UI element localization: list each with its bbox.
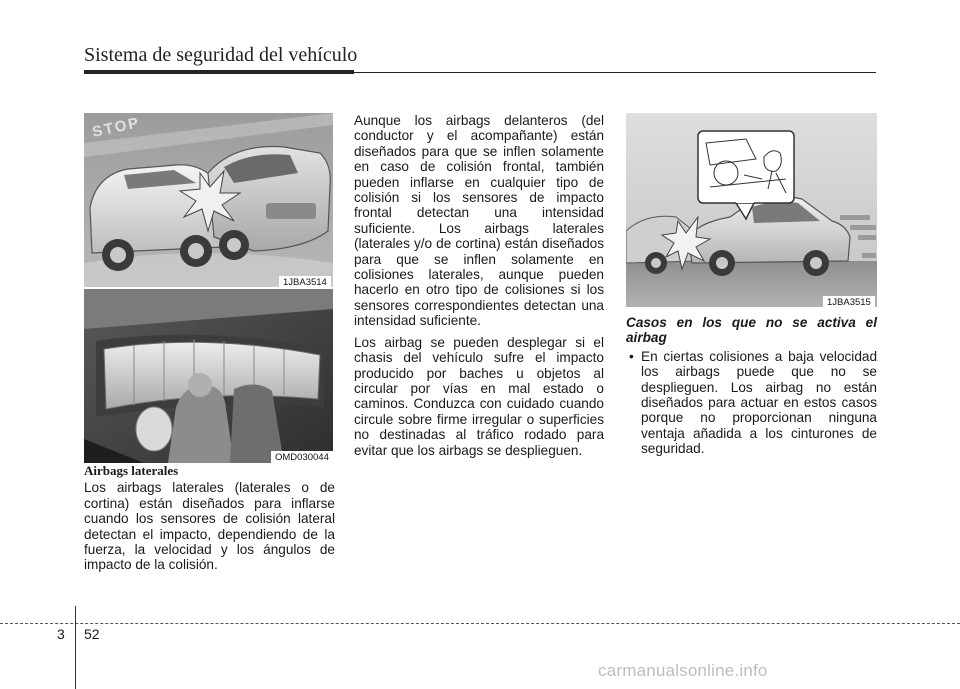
- low-speed-collision-drawing: [626, 113, 877, 307]
- image-code-3: 1JBA3515: [823, 296, 875, 309]
- low-speed-collision-illustration: [626, 113, 877, 307]
- side-airbag-paragraph: Los airbags laterales (laterales o de cortina) están diseñados para inflarse cuando los sensores de colisión lateral detectan el impacto, dependiendo de la fuerza, la velocidad y los ángulos de impacto de la colisión.: [84, 480, 335, 573]
- chapter-number: 3: [57, 626, 65, 642]
- image-code-1: 1JBA3514: [279, 276, 331, 289]
- watermark: carmanualsonline.info: [598, 661, 768, 680]
- curtain-airbag-illustration: [84, 289, 333, 463]
- bullet-text: En ciertas colisiones a baja velocidad los airbags puede que no se desplieguen. Los airbag no están diseñados para actuar en estos casos porque no proporcionan ninguna ventaja añadida a los cinturones de seguridad.: [641, 348, 877, 457]
- page-title: Sistema de seguridad del vehículo: [84, 44, 358, 66]
- footer-rule-horizontal: [0, 623, 960, 624]
- page-number: 52: [84, 626, 100, 642]
- middle-column: [354, 113, 604, 464]
- curtain-airbag-drawing: [84, 289, 333, 463]
- bullet-dot: •: [629, 348, 634, 364]
- right-column: [626, 315, 877, 457]
- image-code-2: OMD030044: [271, 451, 333, 464]
- header-rule-thick: [84, 70, 354, 74]
- front-airbag-paragraph: Aunque los airbags delanteros (del conductor y el acompañante) están diseñados para que se inflen solamente en caso de colisión frontal, también pueden inflarse en cualquier tipo de colisión si los sensores de impacto frontal detectan una intensidad suficiente. Los airbags laterales (laterales y/o de cortina) están diseñados para que se inflen solamente en colisiones laterales, aunque pueden hacerlo en otro tipo de colisiones si los sensores correspondientes detectan una intensidad suficiente.: [354, 113, 604, 329]
- rough-road-paragraph: Los airbag se pueden desplegar si el chasis del vehículo sufre el impacto producido por baches u objetos al circular por vías en mal estado o caminos. Conduzca con cuidado cuando circule sobre firme irregular o superficies no destinadas al tráfico rodado para evitar que los airbags se desplieguen.: [354, 334, 604, 458]
- no-deploy-heading: Casos en los que no se activa el airbag: [626, 315, 877, 346]
- road-stop-text: STOP: [90, 114, 142, 141]
- header-rule-thin: [354, 72, 876, 73]
- footer-rule-vertical: [75, 606, 76, 689]
- side-collision-drawing: [84, 113, 333, 287]
- bullet-item: [626, 349, 877, 457]
- left-column: [84, 463, 335, 579]
- section-subheading: Airbags laterales: [84, 463, 179, 478]
- side-collision-illustration: [84, 113, 333, 287]
